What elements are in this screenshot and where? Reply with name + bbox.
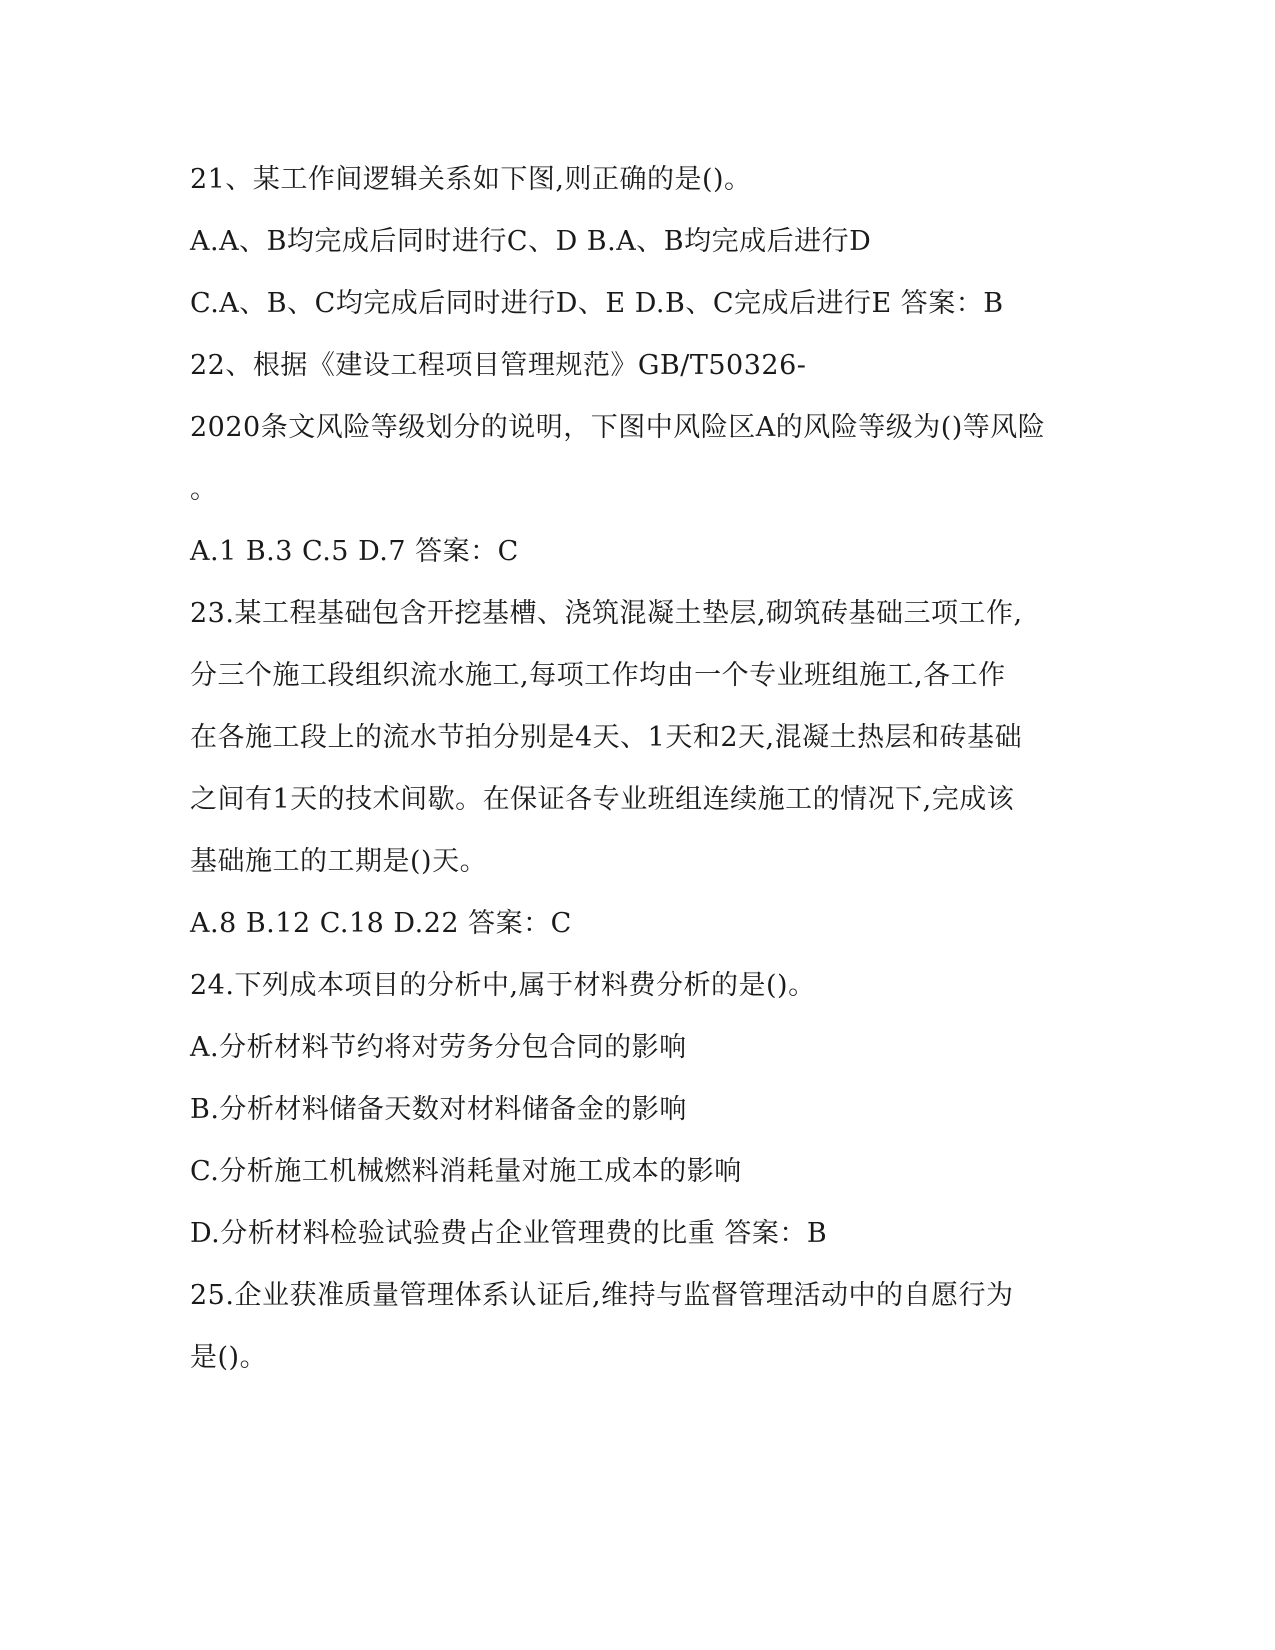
q22-options-answer: A.1 B.3 C.5 D.7 答案：C — [190, 536, 519, 567]
q24-option-c: C.分析施工机械燃料消耗量对施工成本的影响 — [190, 1156, 742, 1187]
q25-stem-line-1: 25.企业获准质量管理体系认证后,维持与监督管理活动中的自愿行为 — [190, 1280, 1014, 1311]
q23-options-answer: A.8 B.12 C.18 D.22 答案：C — [190, 908, 572, 939]
q23-stem-line-2: 分三个施工段组织流水施工,每项工作均由一个专业班组施工,各工作 — [190, 660, 1006, 691]
q21-stem: 21、某工作间逻辑关系如下图,则正确的是()。 — [190, 164, 752, 195]
q23-stem-line-1: 23.某工程基础包含开挖基槽、浇筑混凝土垫层,砌筑砖基础三项工作, — [190, 598, 1023, 629]
q24-stem: 24.下列成本项目的分析中,属于材料费分析的是()。 — [190, 970, 816, 1001]
q24-option-b: B.分析材料储备天数对材料储备金的影响 — [190, 1094, 687, 1125]
q21-options-cd-answer: C.A、B、C均完成后同时进行D、E D.B、C完成后进行E 答案：B — [190, 288, 1004, 319]
q23-stem-line-5: 基础施工的工期是()天。 — [190, 846, 488, 877]
q23-stem-line-4: 之间有1天的技术间歇。在保证各专业班组连续施工的情况下,完成该 — [190, 784, 1015, 815]
q24-option-d-answer: D.分析材料检验试验费占企业管理费的比重 答案：B — [190, 1218, 828, 1249]
q25-stem-line-2: 是()。 — [190, 1342, 268, 1373]
q21-options-ab: A.A、B均完成后同时进行C、D B.A、B均完成后进行D — [190, 226, 872, 257]
q22-stem-line-3: 。 — [190, 474, 218, 505]
q24-option-a: A.分析材料节约将对劳务分包合同的影响 — [190, 1032, 687, 1063]
q23-stem-line-3: 在各施工段上的流水节拍分别是4天、1天和2天,混凝土热层和砖基础 — [190, 722, 1023, 753]
q22-stem-line-2: 2020条文风险等级划分的说明，下图中风险区A的风险等级为()等风险 — [190, 412, 1046, 443]
q22-stem-line-1: 22、根据《建设工程项目管理规范》GB/T50326- — [190, 350, 807, 381]
